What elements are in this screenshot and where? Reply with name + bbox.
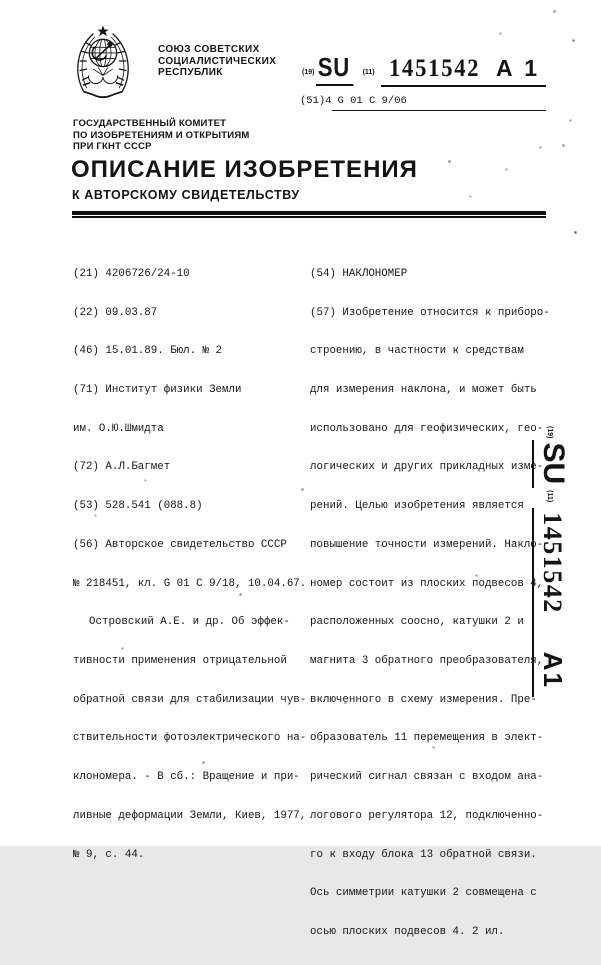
divider-rule bbox=[72, 211, 546, 218]
abstract-line: магнита 3 обратного преобразователя, bbox=[310, 655, 544, 667]
biblio-line: им. О.Ю.Шмидта bbox=[73, 422, 164, 435]
country-code: SU bbox=[316, 52, 354, 86]
abstract-line: Ось симметрии катушки 2 совмещена с bbox=[310, 887, 537, 900]
document-title: ОПИСАНИЕ ИЗОБРЕТЕНИЯ bbox=[71, 156, 418, 183]
biblio-line: тивности применения отрицательной bbox=[73, 655, 287, 667]
code-11-label: (11) bbox=[546, 490, 553, 503]
bibliographic-column bbox=[73, 242, 317, 887]
ipc-label: (51)4 bbox=[300, 95, 332, 107]
abstract-line: для измерения наклона, и может быть bbox=[310, 383, 537, 396]
abstract-line: рический сигнал связан с входом ана- bbox=[310, 771, 544, 784]
abstract-line: номер состоит из плоских подвесов 4, bbox=[310, 577, 544, 590]
document-subtitle: К АВТОРСКОМУ СВИДЕТЕЛЬСТВУ bbox=[72, 188, 300, 202]
abstract-line: включенного в схему измерения. Пре- bbox=[310, 693, 537, 706]
abstract-line: го к входу блока 13 обратной связи. bbox=[310, 848, 537, 861]
abstract-line: логового регулятора 12, подключенно- bbox=[310, 809, 544, 822]
abstract-line: логических и других прикладных изме- bbox=[310, 461, 544, 474]
country-line: РЕСПУБЛИК bbox=[158, 67, 223, 78]
biblio-line: клономера. - В сб.: Вращение и при- bbox=[73, 771, 300, 784]
committee-line: ПО ИЗОБРЕТЕНИЯМ И ОТКРЫТИЯМ bbox=[73, 129, 250, 141]
country-line: СОЦИАЛИСТИЧЕСКИХ bbox=[158, 55, 277, 67]
abstract-line: осью плоских подвесов 4. 2 ил. bbox=[310, 926, 505, 939]
code-19-label: (19) bbox=[546, 426, 553, 439]
biblio-line: (71) Институт физики Земли bbox=[73, 383, 242, 396]
abstract-line: расположенных соосно, катушки 2 и bbox=[310, 616, 524, 629]
abstract-line: (54) НАКЛОНОМЕР bbox=[310, 267, 408, 280]
doc-number: 1451542 bbox=[388, 55, 480, 82]
ussr-coat-of-arms-icon bbox=[70, 24, 136, 98]
doc-number: 1451542 bbox=[538, 512, 567, 614]
biblio-line: (72) А.Л.Багмет bbox=[73, 461, 171, 474]
committee-line: ПРИ ГКНТ СССР bbox=[73, 141, 152, 152]
abstract-line: использовано для геофизических, гео- bbox=[310, 422, 544, 435]
biblio-line: ливные деформации Земли, Киев, 1977, bbox=[73, 809, 307, 822]
biblio-line: Островский А.Е. и др. Об эффек- bbox=[89, 616, 290, 629]
biblio-line: обратной связи для стабилизации чув- bbox=[73, 693, 307, 706]
biblio-line: № 9, с. 44. bbox=[73, 848, 145, 861]
publication-number-line bbox=[300, 52, 546, 87]
ipc-classification-line bbox=[300, 95, 546, 111]
emblem-drawing bbox=[70, 24, 136, 98]
code-11-label: (11) bbox=[362, 69, 375, 76]
country-name bbox=[158, 44, 276, 79]
committee-line: ГОСУДАРСТВЕННЫЙ КОМИТЕТ bbox=[73, 118, 227, 129]
biblio-line: (56) Авторское свидетельство СССР bbox=[73, 538, 287, 551]
biblio-line: (46) 15.01.89. Бюл. № 2 bbox=[73, 345, 223, 358]
doc-number-group bbox=[381, 55, 546, 87]
biblio-line: (22) 09.03.87 bbox=[73, 306, 158, 319]
biblio-line: ствительности фотоэлектрического на- bbox=[73, 732, 307, 745]
doc-number-group bbox=[532, 508, 568, 697]
abstract-line: строению, в частности к средствам bbox=[310, 345, 524, 358]
side-publication-number bbox=[534, 424, 570, 689]
abstract-line: повышение точности измерений. Накло- bbox=[310, 538, 544, 551]
biblio-line: № 218451, кл. G 01 C 9/18, 10.04.67. bbox=[73, 577, 307, 590]
country-code: SU bbox=[532, 440, 570, 488]
kind-code: A 1 bbox=[496, 55, 540, 81]
abstract-line: образователь 11 перемещения в элект- bbox=[310, 732, 544, 745]
scan-noise bbox=[0, 0, 1, 1]
kind-code: A1 bbox=[538, 651, 568, 689]
biblio-line: (21) 4206726/24-10 bbox=[73, 267, 190, 280]
biblio-line: (53) 528.541 (088.8) bbox=[73, 500, 203, 513]
ipc-value: G 01 C 9/06 bbox=[332, 95, 546, 111]
abstract-line: рений. Целью изобретения является bbox=[310, 500, 524, 513]
abstract-line: (57) Изобретение относится к приборо- bbox=[310, 306, 550, 319]
committee-name bbox=[73, 118, 249, 153]
country-line: СОЮЗ СОВЕТСКИХ bbox=[158, 44, 260, 55]
code-19-label: (19) bbox=[302, 69, 315, 76]
